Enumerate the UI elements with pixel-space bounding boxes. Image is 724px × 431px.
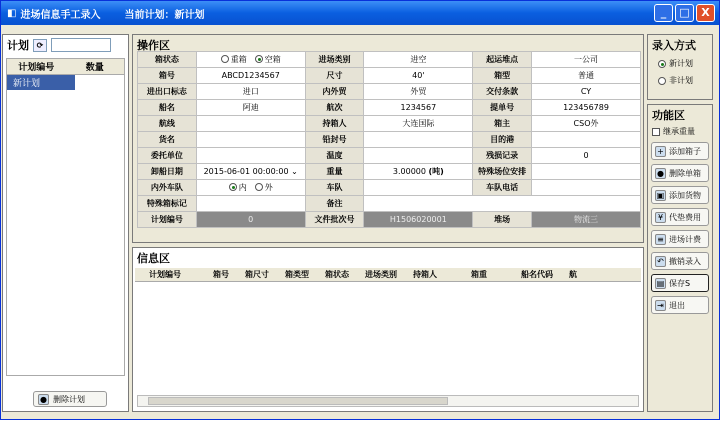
info-table-header — [135, 268, 641, 282]
ship-name-label: 船名 — [138, 100, 197, 116]
delivery-terms-label: 交付条款 — [473, 84, 532, 100]
special-slot-label: 特殊场位安排 — [473, 164, 532, 180]
entry-billing-button[interactable]: ≡ 进场计费 — [651, 230, 709, 248]
info-title: 信息区 — [137, 252, 170, 265]
import-export-field[interactable]: 进口 — [196, 84, 305, 100]
new-plan-radio[interactable]: 新计划 — [652, 55, 708, 72]
chevron-down-icon[interactable]: ⌄ — [291, 167, 298, 176]
remark-field[interactable] — [364, 196, 641, 212]
weight-unit: (吨) — [428, 167, 444, 176]
operation-title: 操作区 — [137, 39, 170, 52]
box-number-field[interactable]: ABCD1234567 — [196, 68, 305, 84]
undo-entry-button[interactable]: ↶ 撤销录入 — [651, 252, 709, 270]
bill-number-label: 提单号 — [473, 100, 532, 116]
heavy-box-radio[interactable]: 重箱 — [221, 54, 247, 65]
delete-box-button[interactable]: ● 删除单箱 — [651, 164, 709, 182]
voyage-field[interactable]: 1234567 — [364, 100, 473, 116]
delivery-terms-field[interactable]: CY — [532, 84, 641, 100]
plan-title: 计划 — [7, 39, 29, 52]
special-mark-field[interactable] — [196, 196, 305, 212]
unload-date-picker[interactable]: 2015-06-01 00:00:00 ⌄ — [196, 164, 305, 180]
col-route: 航 — [569, 270, 577, 279]
col-plan-number: 计划编号 — [18, 63, 55, 73]
entry-type-field[interactable]: 进空 — [364, 52, 473, 68]
cargo-name-label: 货名 — [138, 132, 197, 148]
cargo-name-field[interactable] — [196, 132, 305, 148]
delete-icon: ● — [655, 168, 666, 179]
trade-label: 内外贸 — [305, 84, 364, 100]
save-button[interactable]: ▤ 保存S — [651, 274, 709, 292]
size-field[interactable]: 40' — [364, 68, 473, 84]
yard-label: 堆场 — [473, 212, 532, 228]
route-label: 航线 — [138, 116, 197, 132]
operation-panel — [132, 34, 644, 243]
box-status-radio — [196, 52, 305, 68]
entry-type-label: 进场类别 — [305, 52, 364, 68]
maximize-button[interactable]: □ — [675, 4, 694, 22]
destination-port-field[interactable] — [532, 132, 641, 148]
damage-record-label: 残损记录 — [473, 148, 532, 164]
plan-number-field: 0 — [196, 212, 305, 228]
col-box-holder: 持箱人 — [413, 270, 437, 279]
route-field[interactable] — [196, 116, 305, 132]
function-title: 功能区 — [652, 109, 685, 122]
empty-box-radio[interactable]: 空箱 — [255, 54, 281, 65]
advance-fee-button[interactable]: ¥ 代垫费用 — [651, 208, 709, 226]
plan-search-input[interactable] — [51, 38, 111, 52]
ship-name-field[interactable]: 阿迪 — [196, 100, 305, 116]
col-ship-code: 船名代码 — [521, 270, 553, 279]
destination-port-label: 目的港 — [473, 132, 532, 148]
add-cargo-button[interactable]: ▣ 添加货物 — [651, 186, 709, 204]
box-owner-field[interactable]: CSO外 — [532, 116, 641, 132]
plan-row[interactable]: 新计划 — [7, 75, 75, 90]
current-plan-label: 当前计划：新计划 — [124, 9, 205, 21]
app-icon: ◧ — [7, 7, 17, 19]
close-button[interactable]: X — [696, 4, 715, 22]
voyage-label: 航次 — [305, 100, 364, 116]
col-box-size: 箱尺寸 — [245, 270, 269, 279]
exit-button[interactable]: ⇥ 退出 — [651, 296, 709, 314]
weight-field[interactable]: 3.00000 (吨) — [364, 164, 473, 180]
import-export-label: 进出口标志 — [138, 84, 197, 100]
function-panel — [647, 104, 713, 412]
plan-panel — [2, 34, 129, 412]
box-status-label: 箱状态 — [138, 52, 197, 68]
add-box-button[interactable]: + 添加箱子 — [651, 142, 709, 160]
box-number-label: 箱号 — [138, 68, 197, 84]
inner-fleet-radio[interactable]: 内 — [229, 182, 247, 193]
special-slot-field[interactable] — [532, 164, 641, 180]
refresh-icon[interactable]: ⟳ — [33, 39, 47, 52]
plan-number-label: 计划编号 — [138, 212, 197, 228]
col-box-number: 箱号 — [213, 270, 229, 279]
fleet-phone-label: 车队电话 — [473, 180, 532, 196]
client-unit-field[interactable] — [196, 148, 305, 164]
info-panel — [132, 247, 644, 412]
exit-icon: ⇥ — [655, 300, 666, 311]
origin-yard-label: 起运堆点 — [473, 52, 532, 68]
fleet-type-label: 内外车队 — [138, 180, 197, 196]
size-label: 尺寸 — [305, 68, 364, 84]
non-plan-radio[interactable]: 非计划 — [652, 72, 708, 89]
box-type-label: 箱型 — [473, 68, 532, 84]
operation-form — [137, 51, 641, 228]
delete-plan-label: 删除计划 — [53, 394, 85, 404]
undo-icon: ↶ — [655, 256, 666, 267]
horizontal-scrollbar[interactable] — [137, 395, 639, 407]
col-box-status: 箱状态 — [325, 270, 349, 279]
box-type-field[interactable]: 普通 — [532, 68, 641, 84]
bill-number-field[interactable]: 123456789 — [532, 100, 641, 116]
temperature-field[interactable] — [364, 148, 473, 164]
plan-list — [6, 58, 125, 376]
trade-field[interactable]: 外贸 — [364, 84, 473, 100]
fee-icon: ¥ — [655, 212, 666, 223]
entry-mode-title: 录入方式 — [652, 39, 696, 52]
delete-icon: ● — [38, 394, 49, 405]
box-holder-label: 持箱人 — [305, 116, 364, 132]
damage-record-field[interactable]: 0 — [532, 148, 641, 164]
save-icon: ▤ — [656, 278, 665, 288]
billing-icon: ≡ — [655, 234, 666, 245]
client-unit-label: 委托单位 — [138, 148, 197, 164]
col-box-type: 箱类型 — [285, 270, 309, 279]
yard-field: 物流三 — [532, 212, 641, 228]
special-mark-label: 特殊箱标记 — [138, 196, 197, 212]
box-owner-label: 箱主 — [473, 116, 532, 132]
file-batch-label: 文件批次号 — [305, 212, 364, 228]
entry-mode-panel — [647, 34, 713, 100]
col-entry-type: 进场类别 — [365, 270, 397, 279]
col-plan-number: 计划编号 — [149, 270, 181, 279]
fleet-type-radio — [196, 180, 305, 196]
weight-label: 重量 — [305, 164, 364, 180]
add-icon: + — [655, 146, 666, 157]
minimize-button[interactable]: _ — [654, 4, 673, 22]
fleet-field[interactable] — [364, 180, 473, 196]
fleet-label: 车队 — [305, 180, 364, 196]
box-holder-field[interactable]: 大连国际 — [364, 116, 473, 132]
origin-yard-field[interactable]: 一公司 — [532, 52, 641, 68]
unload-date-label: 卸船日期 — [138, 164, 197, 180]
delete-plan-button[interactable] — [33, 391, 107, 407]
col-quantity: 数量 — [85, 63, 104, 73]
col-box-weight: 箱重 — [471, 270, 487, 279]
remark-label: 备注 — [305, 196, 364, 212]
window-title: 进场信息手工录入 — [20, 9, 101, 21]
title-bar — [1, 1, 719, 25]
cargo-icon: ▣ — [656, 190, 665, 200]
inherit-weight-checkbox[interactable]: 继承重量 — [648, 125, 712, 138]
seal-number-label: 铅封号 — [305, 132, 364, 148]
outer-fleet-radio[interactable]: 外 — [255, 182, 273, 193]
seal-number-field[interactable] — [364, 132, 473, 148]
file-batch-field: H1506020001 — [364, 212, 473, 228]
temperature-label: 温度 — [305, 148, 364, 164]
fleet-phone-field[interactable] — [532, 180, 641, 196]
